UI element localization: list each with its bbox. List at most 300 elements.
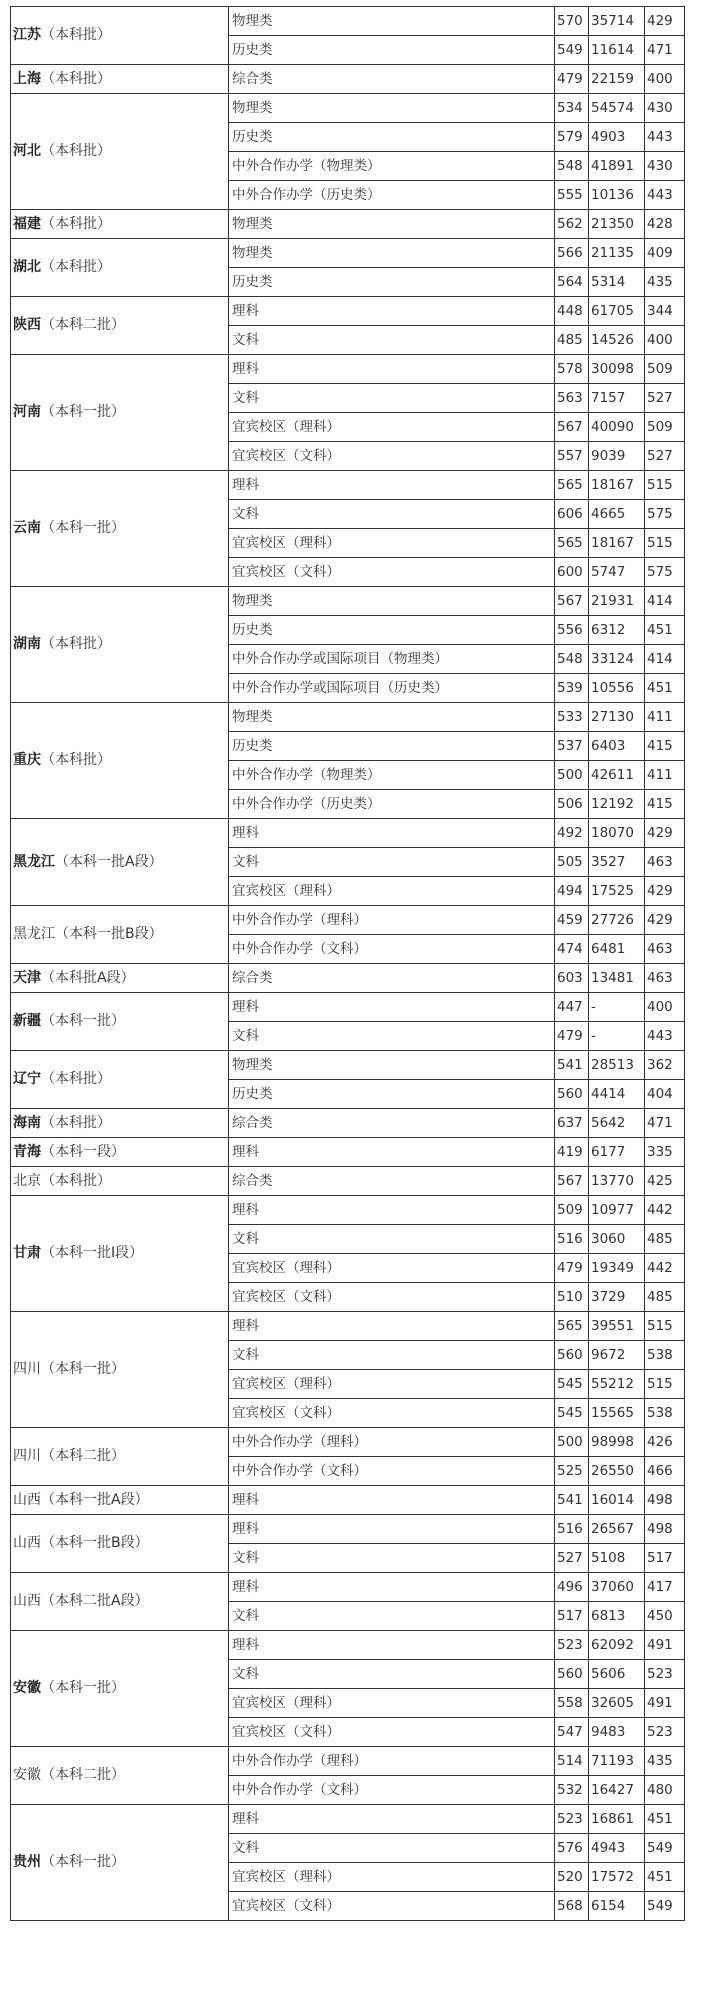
rank-cell: 37060: [589, 1573, 645, 1602]
min-score-cell: 443: [645, 1022, 685, 1051]
province-name: 上海: [13, 70, 41, 87]
rank-cell: 6312: [589, 616, 645, 645]
min-score-cell: 515: [645, 529, 685, 558]
rank-cell: 27130: [589, 703, 645, 732]
table-row: [11, 1109, 685, 1138]
subject-cell: 理科: [229, 1805, 555, 1834]
rank-cell: 22159: [589, 65, 645, 94]
province-name: 黑龙江: [13, 926, 55, 942]
min-score-cell: 527: [645, 442, 685, 471]
province-name: 天津: [13, 969, 41, 986]
max-score-cell: 565: [555, 529, 589, 558]
subject-cell: 历史类: [229, 1080, 555, 1109]
rank-cell: 39551: [589, 1312, 645, 1341]
rank-cell: 21931: [589, 587, 645, 616]
max-score-cell: 520: [555, 1863, 589, 1892]
min-score-cell: 443: [645, 123, 685, 152]
batch-name: （本科二批A段）: [41, 1593, 149, 1609]
table-row: [11, 819, 685, 848]
max-score-cell: 494: [555, 877, 589, 906]
subject-cell: 理科: [229, 1631, 555, 1660]
min-score-cell: 426: [645, 1428, 685, 1457]
province-cell: [11, 587, 229, 703]
province-cell: [11, 1805, 229, 1921]
subject-cell: 中外合作办学（理科）: [229, 1428, 555, 1457]
table-row: [11, 1515, 685, 1544]
min-score-cell: 549: [645, 1892, 685, 1921]
province-name: 福建: [13, 215, 41, 232]
min-score-cell: 451: [645, 616, 685, 645]
table-row: [11, 1573, 685, 1602]
rank-cell: 19349: [589, 1254, 645, 1283]
subject-cell: 物理类: [229, 94, 555, 123]
province-name: 江苏: [13, 27, 41, 43]
province-name: 湖北: [13, 259, 41, 275]
max-score-cell: 485: [555, 326, 589, 355]
rank-cell: 21135: [589, 239, 645, 268]
batch-name: （本科批）: [41, 259, 111, 275]
min-score-cell: 411: [645, 761, 685, 790]
province-cell: [11, 297, 229, 355]
min-score-cell: 485: [645, 1225, 685, 1254]
rank-cell: 17525: [589, 877, 645, 906]
rank-cell: 18167: [589, 529, 645, 558]
subject-cell: 文科: [229, 1225, 555, 1254]
province-cell: [11, 1312, 229, 1428]
province-cell: [11, 1138, 229, 1167]
subject-cell: 文科: [229, 326, 555, 355]
table-row: [11, 1312, 685, 1341]
province-cell: [11, 1486, 229, 1515]
province-cell: [11, 964, 229, 993]
subject-cell: 物理类: [229, 7, 555, 36]
province-name: 海南: [13, 1114, 41, 1131]
min-score-cell: 411: [645, 703, 685, 732]
rank-cell: 40090: [589, 413, 645, 442]
subject-cell: 文科: [229, 384, 555, 413]
min-score-cell: 509: [645, 413, 685, 442]
max-score-cell: 557: [555, 442, 589, 471]
rank-cell: 17572: [589, 1863, 645, 1892]
province-name: 云南: [13, 520, 41, 536]
min-score-cell: 425: [645, 1167, 685, 1196]
province-cell: [11, 819, 229, 906]
subject-cell: 宜宾校区（理科）: [229, 1689, 555, 1718]
max-score-cell: 567: [555, 587, 589, 616]
subject-cell: 中外合作办学（物理类）: [229, 761, 555, 790]
table-row: [11, 1631, 685, 1660]
max-score-cell: 562: [555, 210, 589, 239]
province-cell: [11, 239, 229, 297]
province-name: 青海: [13, 1143, 41, 1160]
subject-cell: 中外合作办学（文科）: [229, 1457, 555, 1486]
max-score-cell: 541: [555, 1051, 589, 1080]
max-score-cell: 527: [555, 1544, 589, 1573]
province-cell: [11, 1515, 229, 1573]
rank-cell: 15565: [589, 1399, 645, 1428]
province-name: 山西: [13, 1593, 41, 1609]
max-score-cell: 539: [555, 674, 589, 703]
subject-cell: 理科: [229, 1312, 555, 1341]
max-score-cell: 474: [555, 935, 589, 964]
min-score-cell: 451: [645, 1863, 685, 1892]
max-score-cell: 578: [555, 355, 589, 384]
max-score-cell: 560: [555, 1080, 589, 1109]
max-score-cell: 447: [555, 993, 589, 1022]
batch-name: （本科一批A段）: [55, 853, 163, 870]
min-score-cell: 344: [645, 297, 685, 326]
min-score-cell: 415: [645, 790, 685, 819]
province-cell: [11, 65, 229, 94]
max-score-cell: 537: [555, 732, 589, 761]
province-cell: [11, 1109, 229, 1138]
subject-cell: 宜宾校区（文科）: [229, 558, 555, 587]
batch-name: （本科一批）: [41, 1680, 125, 1696]
rank-cell: 5642: [589, 1109, 645, 1138]
max-score-cell: 492: [555, 819, 589, 848]
subject-cell: 历史类: [229, 616, 555, 645]
rank-cell: 42611: [589, 761, 645, 790]
max-score-cell: 570: [555, 7, 589, 36]
rank-cell: 41891: [589, 152, 645, 181]
province-name: 陕西: [13, 317, 41, 333]
subject-cell: 中外合作办学（理科）: [229, 906, 555, 935]
table-row: [11, 65, 685, 94]
province-name: 贵州: [13, 1854, 41, 1870]
batch-name: （本科一段）: [41, 1143, 125, 1160]
table-row: [11, 297, 685, 326]
max-score-cell: 509: [555, 1196, 589, 1225]
min-score-cell: 362: [645, 1051, 685, 1080]
subject-cell: 宜宾校区（理科）: [229, 529, 555, 558]
batch-name: （本科一批）: [41, 1361, 125, 1377]
max-score-cell: 558: [555, 1689, 589, 1718]
subject-cell: 理科: [229, 355, 555, 384]
subject-cell: 综合类: [229, 964, 555, 993]
table-row: [11, 1051, 685, 1080]
max-score-cell: 525: [555, 1457, 589, 1486]
min-score-cell: 471: [645, 36, 685, 65]
min-score-cell: 517: [645, 1544, 685, 1573]
subject-cell: 文科: [229, 1341, 555, 1370]
max-score-cell: 459: [555, 906, 589, 935]
province-cell: [11, 1196, 229, 1312]
rank-cell: -: [589, 993, 645, 1022]
subject-cell: 宜宾校区（文科）: [229, 1283, 555, 1312]
min-score-cell: 430: [645, 152, 685, 181]
table-row: [11, 7, 685, 36]
table-row: [11, 993, 685, 1022]
subject-cell: 宜宾校区（文科）: [229, 1718, 555, 1747]
batch-name: （本科二批）: [41, 1448, 125, 1464]
province-cell: [11, 210, 229, 239]
subject-cell: 中外合作办学或国际项目（历史类）: [229, 674, 555, 703]
province-cell: [11, 1573, 229, 1631]
rank-cell: 4903: [589, 123, 645, 152]
max-score-cell: 479: [555, 1254, 589, 1283]
rank-cell: 61705: [589, 297, 645, 326]
subject-cell: 历史类: [229, 123, 555, 152]
subject-cell: 理科: [229, 1515, 555, 1544]
subject-cell: 理科: [229, 297, 555, 326]
rank-cell: 5606: [589, 1660, 645, 1689]
max-score-cell: 556: [555, 616, 589, 645]
batch-name: （本科批）: [41, 27, 111, 43]
subject-cell: 宜宾校区（理科）: [229, 413, 555, 442]
rank-cell: 26567: [589, 1515, 645, 1544]
province-cell: [11, 1428, 229, 1486]
min-score-cell: 400: [645, 993, 685, 1022]
batch-name: （本科批）: [41, 215, 111, 232]
min-score-cell: 471: [645, 1109, 685, 1138]
batch-name: （本科批A段）: [41, 969, 135, 986]
min-score-cell: 527: [645, 384, 685, 413]
batch-name: （本科一批）: [41, 1854, 125, 1870]
subject-cell: 文科: [229, 1544, 555, 1573]
table-body: [11, 7, 685, 1921]
max-score-cell: 516: [555, 1515, 589, 1544]
subject-cell: 理科: [229, 471, 555, 500]
batch-name: （本科二批）: [41, 1767, 125, 1783]
subject-cell: 理科: [229, 819, 555, 848]
table-row: [11, 906, 685, 935]
max-score-cell: 567: [555, 1167, 589, 1196]
rank-cell: 10556: [589, 674, 645, 703]
rank-cell: 7157: [589, 384, 645, 413]
batch-name: （本科二批）: [41, 317, 125, 333]
max-score-cell: 603: [555, 964, 589, 993]
max-score-cell: 448: [555, 297, 589, 326]
table-row: [11, 1805, 685, 1834]
batch-name: （本科一批I段）: [41, 1245, 144, 1261]
max-score-cell: 548: [555, 152, 589, 181]
table-row: [11, 210, 685, 239]
province-name: 山西: [13, 1535, 41, 1551]
max-score-cell: 532: [555, 1776, 589, 1805]
subject-cell: 文科: [229, 1834, 555, 1863]
min-score-cell: 442: [645, 1254, 685, 1283]
subject-cell: 理科: [229, 1573, 555, 1602]
max-score-cell: 500: [555, 761, 589, 790]
rank-cell: 30098: [589, 355, 645, 384]
min-score-cell: 451: [645, 674, 685, 703]
rank-cell: -: [589, 1022, 645, 1051]
subject-cell: 宜宾校区（理科）: [229, 1863, 555, 1892]
rank-cell: 71193: [589, 1747, 645, 1776]
batch-name: （本科一批B段）: [55, 926, 163, 942]
province-name: 黑龙江: [13, 853, 55, 870]
min-score-cell: 415: [645, 732, 685, 761]
min-score-cell: 485: [645, 1283, 685, 1312]
min-score-cell: 443: [645, 181, 685, 210]
subject-cell: 历史类: [229, 732, 555, 761]
max-score-cell: 548: [555, 645, 589, 674]
province-name: 北京: [13, 1172, 41, 1189]
batch-name: （本科一批）: [41, 1013, 125, 1029]
rank-cell: 6813: [589, 1602, 645, 1631]
rank-cell: 54574: [589, 94, 645, 123]
province-cell: [11, 7, 229, 65]
min-score-cell: 435: [645, 268, 685, 297]
max-score-cell: 567: [555, 413, 589, 442]
province-name: 湖南: [13, 636, 41, 652]
min-score-cell: 414: [645, 645, 685, 674]
rank-cell: 4414: [589, 1080, 645, 1109]
subject-cell: 宜宾校区（文科）: [229, 1892, 555, 1921]
rank-cell: 5108: [589, 1544, 645, 1573]
rank-cell: 6177: [589, 1138, 645, 1167]
max-score-cell: 541: [555, 1486, 589, 1515]
max-score-cell: 533: [555, 703, 589, 732]
table-row: [11, 94, 685, 123]
min-score-cell: 523: [645, 1660, 685, 1689]
min-score-cell: 515: [645, 1312, 685, 1341]
batch-name: （本科批）: [41, 143, 111, 159]
subject-cell: 中外合作办学（物理类）: [229, 152, 555, 181]
rank-cell: 28513: [589, 1051, 645, 1080]
max-score-cell: 514: [555, 1747, 589, 1776]
rank-cell: 6154: [589, 1892, 645, 1921]
subject-cell: 物理类: [229, 210, 555, 239]
subject-cell: 理科: [229, 993, 555, 1022]
province-name: 山西: [13, 1491, 41, 1508]
min-score-cell: 538: [645, 1399, 685, 1428]
min-score-cell: 435: [645, 1747, 685, 1776]
min-score-cell: 549: [645, 1834, 685, 1863]
rank-cell: 62092: [589, 1631, 645, 1660]
min-score-cell: 466: [645, 1457, 685, 1486]
max-score-cell: 560: [555, 1660, 589, 1689]
min-score-cell: 417: [645, 1573, 685, 1602]
rank-cell: 4943: [589, 1834, 645, 1863]
subject-cell: 综合类: [229, 1109, 555, 1138]
rank-cell: 9483: [589, 1718, 645, 1747]
province-cell: [11, 906, 229, 964]
province-name: 辽宁: [13, 1071, 41, 1087]
table-row: [11, 1747, 685, 1776]
rank-cell: 18070: [589, 819, 645, 848]
max-score-cell: 534: [555, 94, 589, 123]
rank-cell: 18167: [589, 471, 645, 500]
table-row: [11, 239, 685, 268]
min-score-cell: 400: [645, 65, 685, 94]
province-cell: [11, 94, 229, 210]
province-name: 河南: [13, 404, 41, 420]
table-row: [11, 1167, 685, 1196]
min-score-cell: 429: [645, 819, 685, 848]
min-score-cell: 335: [645, 1138, 685, 1167]
max-score-cell: 419: [555, 1138, 589, 1167]
min-score-cell: 491: [645, 1631, 685, 1660]
max-score-cell: 563: [555, 384, 589, 413]
subject-cell: 理科: [229, 1138, 555, 1167]
min-score-cell: 404: [645, 1080, 685, 1109]
rank-cell: 3729: [589, 1283, 645, 1312]
rank-cell: 33124: [589, 645, 645, 674]
subject-cell: 综合类: [229, 65, 555, 94]
table-row: [11, 471, 685, 500]
rank-cell: 16861: [589, 1805, 645, 1834]
rank-cell: 3060: [589, 1225, 645, 1254]
rank-cell: 16427: [589, 1776, 645, 1805]
rank-cell: 26550: [589, 1457, 645, 1486]
rank-cell: 10977: [589, 1196, 645, 1225]
max-score-cell: 560: [555, 1341, 589, 1370]
province-name: 安徽: [13, 1767, 41, 1783]
min-score-cell: 575: [645, 500, 685, 529]
rank-cell: 5747: [589, 558, 645, 587]
province-name: 四川: [13, 1361, 41, 1377]
max-score-cell: 568: [555, 1892, 589, 1921]
max-score-cell: 517: [555, 1602, 589, 1631]
table-row: [11, 1486, 685, 1515]
province-name: 甘肃: [13, 1245, 41, 1261]
subject-cell: 中外合作办学或国际项目（物理类）: [229, 645, 555, 674]
max-score-cell: 479: [555, 1022, 589, 1051]
min-score-cell: 450: [645, 1602, 685, 1631]
subject-cell: 历史类: [229, 268, 555, 297]
max-score-cell: 505: [555, 848, 589, 877]
rank-cell: 12192: [589, 790, 645, 819]
min-score-cell: 523: [645, 1718, 685, 1747]
subject-cell: 物理类: [229, 239, 555, 268]
min-score-cell: 509: [645, 355, 685, 384]
subject-cell: 文科: [229, 1602, 555, 1631]
min-score-cell: 428: [645, 210, 685, 239]
rank-cell: 4665: [589, 500, 645, 529]
min-score-cell: 515: [645, 1370, 685, 1399]
subject-cell: 物理类: [229, 1051, 555, 1080]
rank-cell: 16014: [589, 1486, 645, 1515]
min-score-cell: 429: [645, 877, 685, 906]
batch-name: （本科批）: [41, 1071, 111, 1087]
max-score-cell: 606: [555, 500, 589, 529]
province-name: 四川: [13, 1448, 41, 1464]
subject-cell: 物理类: [229, 587, 555, 616]
max-score-cell: 555: [555, 181, 589, 210]
rank-cell: 14526: [589, 326, 645, 355]
province-cell: [11, 471, 229, 587]
max-score-cell: 479: [555, 65, 589, 94]
subject-cell: 中外合作办学（文科）: [229, 935, 555, 964]
rank-cell: 5314: [589, 268, 645, 297]
min-score-cell: 515: [645, 471, 685, 500]
subject-cell: 宜宾校区（理科）: [229, 877, 555, 906]
rank-cell: 35714: [589, 7, 645, 36]
subject-cell: 理科: [229, 1486, 555, 1515]
max-score-cell: 566: [555, 239, 589, 268]
province-cell: [11, 1167, 229, 1196]
rank-cell: 98998: [589, 1428, 645, 1457]
min-score-cell: 429: [645, 7, 685, 36]
subject-cell: 物理类: [229, 703, 555, 732]
province-name: 安徽: [13, 1680, 41, 1696]
max-score-cell: 545: [555, 1399, 589, 1428]
max-score-cell: 523: [555, 1631, 589, 1660]
subject-cell: 历史类: [229, 36, 555, 65]
batch-name: （本科一批）: [41, 520, 125, 536]
rank-cell: 21350: [589, 210, 645, 239]
min-score-cell: 498: [645, 1486, 685, 1515]
subject-cell: 理科: [229, 1196, 555, 1225]
max-score-cell: 496: [555, 1573, 589, 1602]
max-score-cell: 579: [555, 123, 589, 152]
subject-cell: 文科: [229, 500, 555, 529]
subject-cell: 宜宾校区（理科）: [229, 1370, 555, 1399]
subject-cell: 宜宾校区（文科）: [229, 1399, 555, 1428]
min-score-cell: 451: [645, 1805, 685, 1834]
batch-name: （本科批）: [41, 752, 111, 768]
